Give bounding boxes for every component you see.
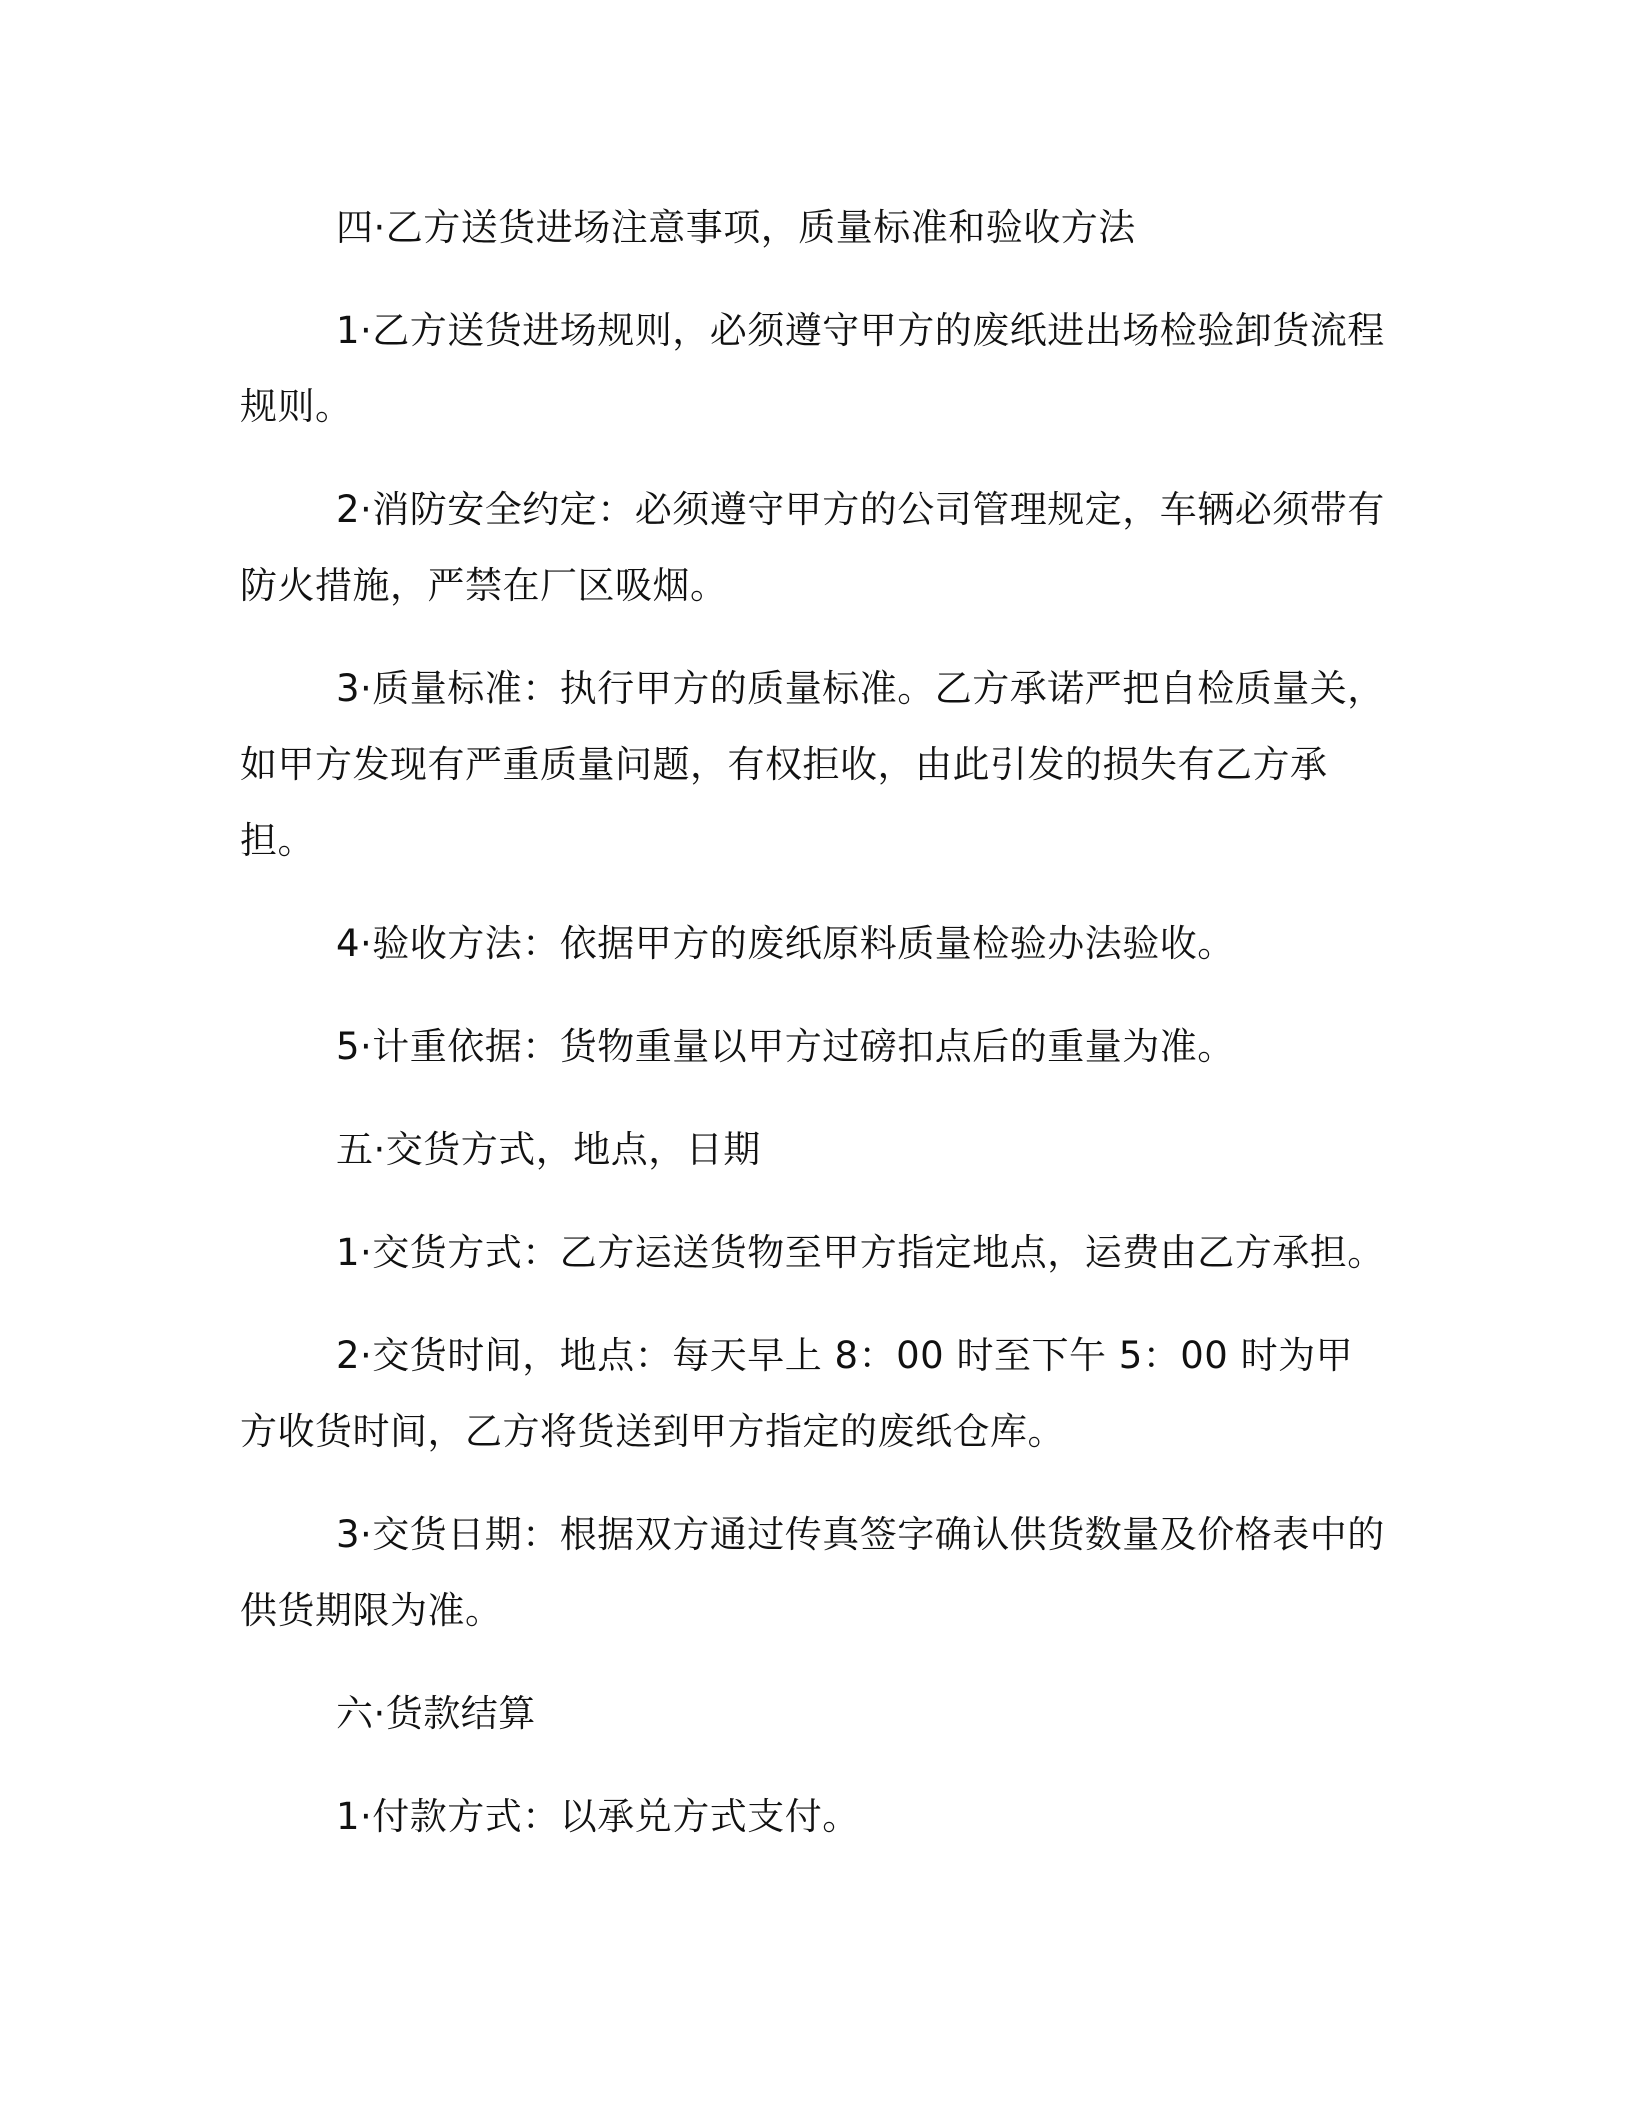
clause-5-1: 1·交货方式：乙方运送货物至甲方指定地点，运费由乙方承担。 — [336, 1231, 1385, 1274]
clause-6-1: 1·付款方式：以承兑方式支付。 — [336, 1795, 860, 1838]
section-heading-6: 六·货款结算 — [336, 1692, 536, 1735]
clause-4-1: 1·乙方送货进场规则，必须遵守甲方的废纸进出场检验卸货流程规则。 — [240, 309, 1385, 428]
section-heading-4: 四·乙方送货进场注意事项，质量标准和验收方法 — [336, 206, 1136, 249]
clause-4-4: 4·验收方法：依据甲方的废纸原料质量检验办法验收。 — [336, 922, 1235, 965]
document-body — [240, 190, 1390, 1882]
clause-5-3: 3·交货日期：根据双方通过传真签字确认供货数量及价格表中的供货期限为准。 — [240, 1513, 1385, 1632]
section-heading-5: 五·交货方式，地点，日期 — [336, 1128, 761, 1171]
clause-4-3: 3·质量标准：执行甲方的质量标准。乙方承诺严把自检质量关，如甲方发现有严重质量问题，有权拒收，由此引发的损失有乙方承担。 — [240, 667, 1385, 862]
clause-4-5: 5·计重依据：货物重量以甲方过磅扣点后的重量为准。 — [336, 1025, 1235, 1068]
clause-5-2: 2·交货时间，地点：每天早上 8：00 时至下午 5：00 时为甲方收货时间，乙方将货送到甲方指定的废纸仓库。 — [240, 1334, 1354, 1453]
clause-4-2: 2·消防安全约定：必须遵守甲方的公司管理规定，车辆必须带有防火措施，严禁在厂区吸烟。 — [240, 488, 1385, 607]
